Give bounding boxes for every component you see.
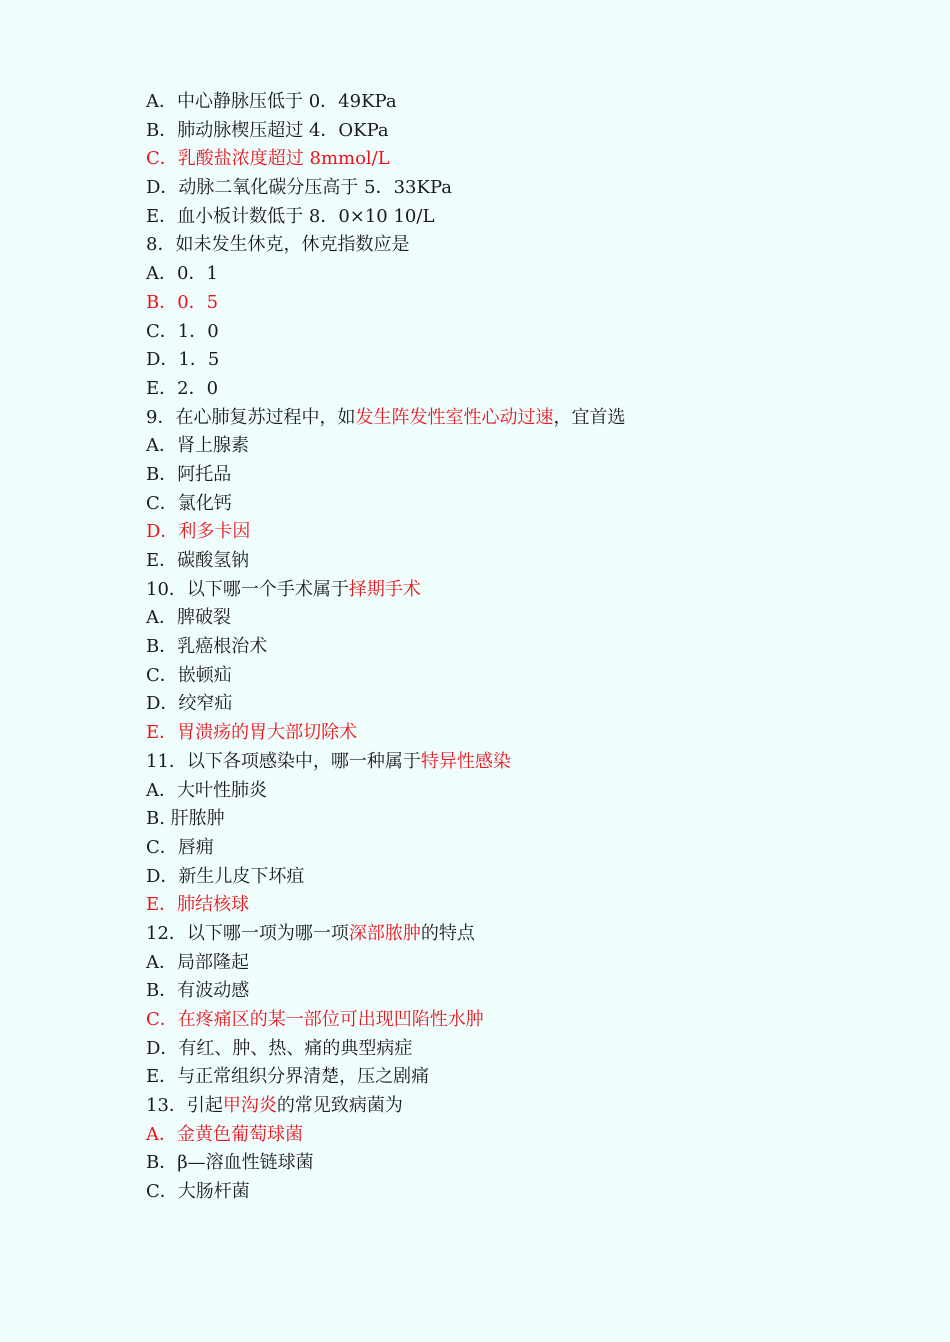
text-line xyxy=(146,145,906,174)
highlighted-text: D．利多卡因 xyxy=(146,521,251,543)
text-line xyxy=(146,977,906,1006)
text-segment: A．中心静脉压低于 0．49KPa xyxy=(146,91,397,112)
text-segment: D．1．5 xyxy=(146,349,220,371)
text-segment: D．动脉二氧化碳分压高于 5．33KPa xyxy=(146,177,452,199)
text-line xyxy=(146,461,906,490)
text-line xyxy=(146,375,906,404)
text-segment: E．血小板计数低于 8．0×10 10/L xyxy=(146,205,435,227)
highlighted-text: 深部脓肿 xyxy=(348,922,421,944)
text-line xyxy=(146,518,906,547)
text-line xyxy=(146,318,906,347)
text-line xyxy=(146,1035,906,1064)
highlighted-text: A．金黄色葡萄球菌 xyxy=(146,1123,303,1145)
text-line xyxy=(146,203,906,232)
text-segment: E．2．0 xyxy=(146,377,219,399)
text-line xyxy=(146,633,906,662)
text-segment: A．脾破裂 xyxy=(146,607,231,629)
highlighted-text: 特异性感染 xyxy=(420,750,511,772)
text-segment: C．1．0 xyxy=(146,320,219,342)
text-line xyxy=(146,490,906,519)
text-line xyxy=(146,576,906,605)
text-line xyxy=(146,834,906,863)
highlighted-text: B．0．5 xyxy=(146,291,219,313)
text-segment: B．肺动脉楔压超过 4．OKPa xyxy=(146,119,389,141)
text-line xyxy=(146,662,906,691)
text-line xyxy=(146,891,906,920)
text-segment: D．新生儿皮下坏疽 xyxy=(146,865,305,887)
text-segment: 13．引起 xyxy=(146,1095,223,1117)
text-segment: ，宜首选 xyxy=(553,406,626,428)
highlighted-text: 发生阵发性室性心动过速 xyxy=(355,406,554,428)
text-line xyxy=(146,920,906,949)
text-line xyxy=(146,174,906,203)
text-segment: C．嵌顿疝 xyxy=(146,664,232,686)
text-segment: A．大叶性肺炎 xyxy=(146,779,267,801)
text-line xyxy=(146,346,906,375)
highlighted-text: 择期手术 xyxy=(348,578,421,600)
text-line xyxy=(146,432,906,461)
text-segment: A．0．1 xyxy=(146,263,218,285)
text-line xyxy=(146,1063,906,1092)
text-line xyxy=(146,1006,906,1035)
text-line xyxy=(146,748,906,777)
text-line xyxy=(146,1092,906,1121)
text-segment: 的特点 xyxy=(420,922,475,944)
text-segment: C．氯化钙 xyxy=(146,492,232,514)
text-segment: A．局部隆起 xyxy=(146,951,249,973)
highlighted-text: C．乳酸盐浓度超过 8mmol/L xyxy=(146,148,390,170)
text-segment: 10．以下哪一个手术属于 xyxy=(146,578,349,600)
text-segment: B．阿托品 xyxy=(146,463,232,485)
text-segment: B．有波动感 xyxy=(146,980,250,1002)
text-segment: E．碳酸氢钠 xyxy=(146,550,250,571)
text-line xyxy=(146,260,906,289)
text-segment: D．有红、肿、热、痛的典型病症 xyxy=(146,1037,413,1059)
highlighted-text: 甲沟炎 xyxy=(222,1095,277,1117)
highlighted-text: C．在疼痛区的某一部位可出现凹陷性水肿 xyxy=(146,1009,484,1030)
text-line xyxy=(146,949,906,978)
text-segment: 11．以下各项感染中，哪一种属于 xyxy=(146,750,421,772)
text-segment: B．β—溶血性链球菌 xyxy=(146,1152,314,1174)
text-segment: 12．以下哪一项为哪一项 xyxy=(146,922,349,944)
text-line xyxy=(146,777,906,806)
text-line xyxy=(146,719,906,748)
text-line xyxy=(146,1178,906,1207)
highlighted-text: E．胃溃疡的胃大部切除术 xyxy=(146,722,358,744)
text-line xyxy=(146,404,906,433)
text-line xyxy=(146,88,906,117)
text-line xyxy=(146,1121,906,1150)
text-segment: B．乳癌根治术 xyxy=(146,636,268,658)
text-line xyxy=(146,863,906,892)
text-segment: 9．在心肺复苏过程中，如 xyxy=(146,406,356,428)
text-line xyxy=(146,690,906,719)
highlighted-text: E．肺结核球 xyxy=(146,894,250,916)
text-line xyxy=(146,547,906,576)
document-page xyxy=(146,88,906,1207)
text-line xyxy=(146,117,906,146)
text-line xyxy=(146,604,906,633)
text-segment: B. 肝脓肿 xyxy=(146,808,225,830)
text-segment: C．大肠杆菌 xyxy=(146,1181,250,1203)
text-segment: A．肾上腺素 xyxy=(146,435,249,457)
text-line xyxy=(146,805,906,834)
text-segment: C．唇痈 xyxy=(146,836,214,858)
text-segment: E．与正常组织分界清楚，压之剧痛 xyxy=(146,1066,430,1088)
text-segment: 8．如未发生休克，休克指数应是 xyxy=(146,234,410,256)
text-segment: 的常见致病菌为 xyxy=(276,1095,403,1117)
text-line xyxy=(146,231,906,260)
text-segment: D．绞窄疝 xyxy=(146,693,233,715)
text-line xyxy=(146,1149,906,1178)
text-line xyxy=(146,289,906,318)
